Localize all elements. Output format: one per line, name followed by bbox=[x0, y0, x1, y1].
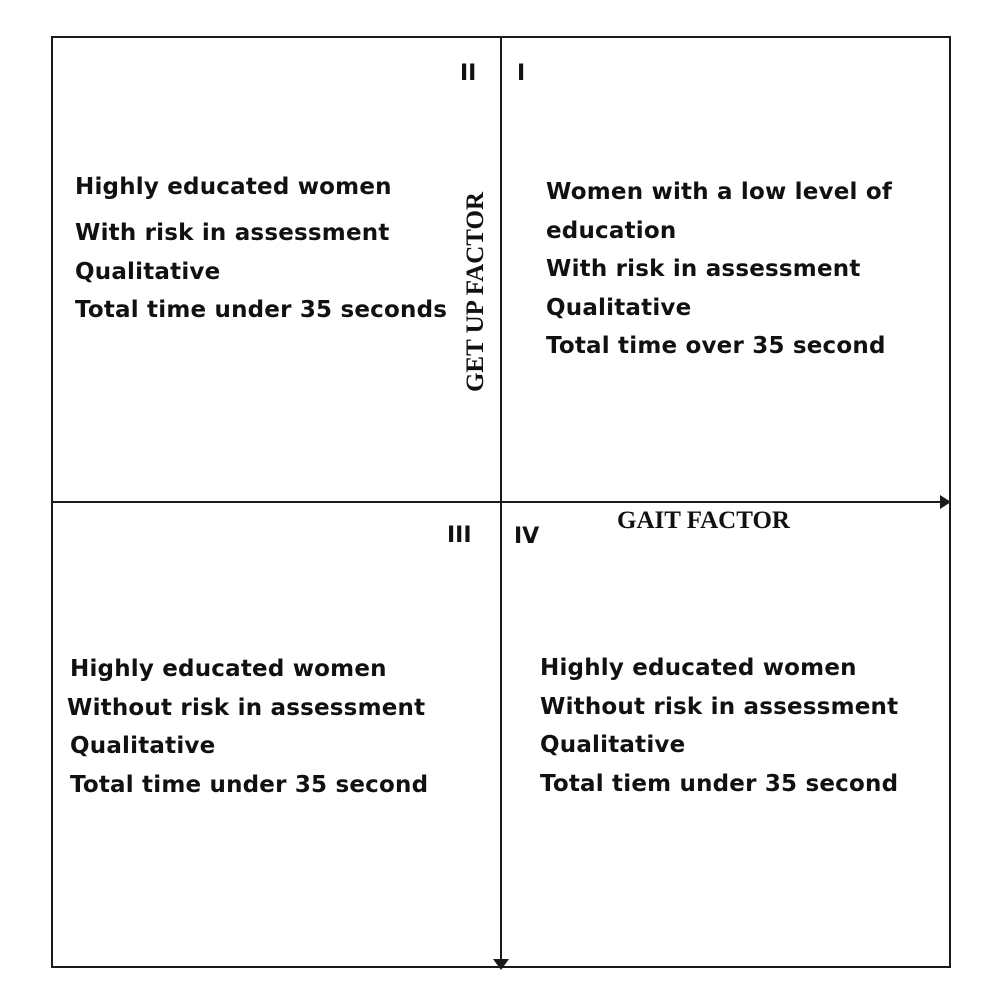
quadrant-i-line: With risk in assessment bbox=[546, 256, 861, 282]
quadrant-iii-line: Total time under 35 second bbox=[70, 771, 429, 798]
quadrant-iii-line: Highly educated women bbox=[70, 656, 387, 682]
y-axis-label: GET UP FACTOR bbox=[462, 191, 489, 393]
quadrant-iv-line: Qualitative bbox=[540, 732, 686, 758]
quadrant-numeral-iv: IV bbox=[514, 524, 540, 549]
quadrant-iv-line: Highly educated women bbox=[540, 655, 857, 681]
quadrant-i-text bbox=[546, 173, 892, 366]
quadrant-ii-text bbox=[75, 168, 447, 330]
quadrant-iv-text bbox=[540, 649, 898, 803]
quadrant-numeral-i: I bbox=[517, 61, 526, 86]
vertical-axis-arrowhead bbox=[493, 959, 509, 970]
quadrant-iii-text bbox=[67, 650, 429, 804]
quadrant-iii-line: Qualitative bbox=[70, 733, 216, 759]
quadrant-ii-line: Highly educated women bbox=[75, 174, 392, 200]
quadrant-ii-line: Total time under 35 seconds bbox=[75, 297, 448, 323]
quadrant-numeral-ii: II bbox=[460, 61, 477, 86]
quadrant-i-line: education bbox=[546, 217, 677, 244]
quadrant-i-line: Women with a low level of bbox=[546, 179, 893, 205]
quadrant-i-line: Qualitative bbox=[546, 294, 692, 321]
quadrant-ii-line: With risk in assessment bbox=[75, 220, 390, 246]
quadrant-iv-line: Without risk in assessment bbox=[540, 693, 899, 720]
quadrant-iii-line: Without risk in assessment bbox=[67, 694, 426, 721]
quadrant-i-line: Total time over 35 second bbox=[546, 333, 886, 359]
quadrant-ii-line: Qualitative bbox=[75, 258, 221, 285]
x-axis-label: GAIT FACTOR bbox=[617, 507, 790, 534]
horizontal-axis-arrowhead bbox=[940, 495, 951, 509]
quadrant-numeral-iii: III bbox=[447, 523, 472, 548]
quadrant-iv-line: Total tiem under 35 second bbox=[540, 770, 899, 797]
